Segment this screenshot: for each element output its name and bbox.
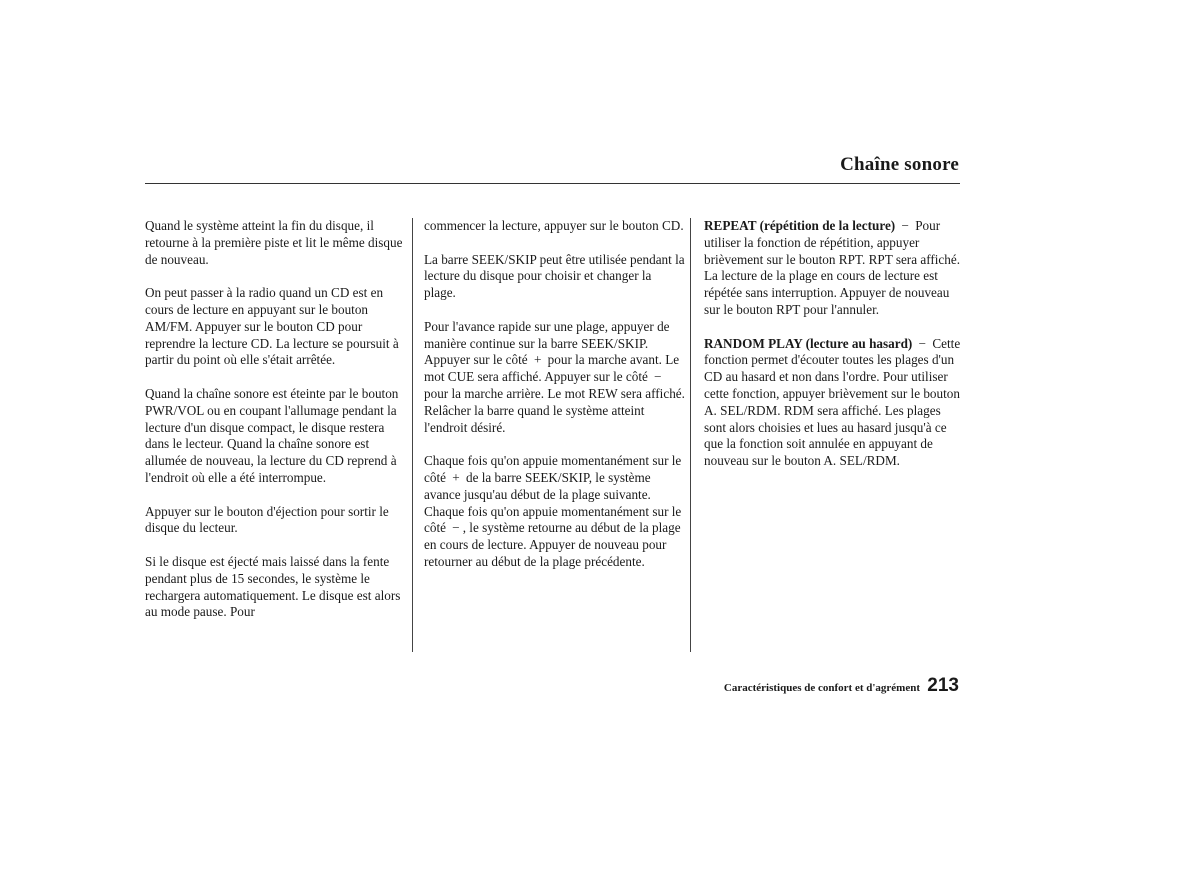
text-column-3 [704, 218, 964, 487]
paragraph-random [704, 336, 964, 470]
random-heading: RANDOM PLAY (lecture au hasard) [704, 335, 913, 351]
text-span: Chaque fois qu'on appuie momentanément sur le côté [424, 453, 682, 485]
page-title: Chaîne sonore [840, 154, 959, 175]
dash-symbol: − [901, 218, 909, 233]
footer-caption: Caractéristiques de confort et d'agrément [723, 682, 920, 694]
repeat-heading: REPEAT (répétition de la lecture) [704, 218, 896, 233]
column-divider [412, 218, 413, 652]
paragraph: On peut passer à la radio quand un CD est en cours de lecture en appuyant sur le bouton AM/FM. Appuyer sur le bouton CD pour reprendre la lecture CD. La lecture se poursuit à partir du point où elle s'était arrêtée. [145, 285, 399, 368]
text-span: , le système retourne au début de la plage en cours de lecture. Appuyer de nouveau pour retourner au début de la plage précédente. [424, 520, 681, 569]
repeat-text: Pour utiliser la fonction de répétition, appuyer brièvement sur le bouton RPT. RPT sera affiché. La lecture de la plage en cours de lecture est répétée sans interruption. Appuyer de nouveau sur le bouton RPT pour l'annuler. [704, 218, 961, 317]
paragraph: commencer la lecture, appuyer sur le bouton CD. [424, 218, 684, 233]
paragraph: Quand le système atteint la fin du disque, il retourne à la première piste et lit le même disque de nouveau. [145, 218, 403, 267]
random-text: Cette fonction permet d'écouter toutes les plages d'un CD au hasard et non dans l'ordre. Pour utiliser cette fonction, appuyer brièvement sur le bouton A. SEL/RDM. RDM sera affiché. Les plages sont alors choisies et lues au hasard jusqu'à ce que la fonction soit annulée en appuyant de nouveau sur le bouton A. SEL/RDM. [704, 335, 961, 469]
plus-symbol: + [533, 352, 542, 368]
header-rule [145, 183, 960, 184]
minus-symbol: − [452, 520, 460, 536]
paragraph [424, 319, 686, 437]
text-span: pour la marche avant. Le mot CUE sera affiché. Appuyer sur le côté [424, 352, 680, 385]
paragraph: Quand la chaîne sonore est éteinte par le bouton PWR/VOL ou en coupant l'allumage pendant la lecture d'un disque compact, le disque restera dans le lecteur. Quand la chaîne sonore est allumée de nouveau, la lecture du CD reprend à l'endroit où elle a été interrompue. [145, 385, 399, 485]
page-number: 213 [927, 675, 959, 696]
paragraph: Si le disque est éjecté mais laissé dans la fente pendant plus de 15 secondes, le système le rechargera automatiquement. Le disque est alors au mode pause. Pour [145, 553, 401, 620]
text-span: Pour l'avance rapide sur une plage, appuyer de manière continue sur la barre SEEK/SKIP. Appuyer sur le côté [424, 318, 670, 368]
text-span: de la barre SEEK/SKIP, le système avance jusqu'au début de la plage suivante. Chaque fois qu'on appuie momentanément sur le côté [424, 469, 682, 536]
text-span: pour la marche arrière. Le mot REW sera affiché. Relâcher la barre quand le système atteint l'endroit désiré. [424, 385, 685, 435]
paragraph-repeat [704, 218, 964, 319]
column-divider [690, 218, 691, 652]
minus-symbol: − [654, 369, 662, 385]
text-column-1 [145, 218, 407, 638]
plus-symbol: + [452, 469, 460, 485]
paragraph: La barre SEEK/SKIP peut être utilisée pendant la lecture du disque pour choisir et changer la plage. [424, 251, 685, 301]
paragraph [424, 453, 686, 571]
text-column-2 [424, 218, 686, 588]
paragraph: Appuyer sur le bouton d'éjection pour sortir le disque du lecteur. [145, 503, 389, 536]
dash-symbol: − [918, 335, 927, 351]
